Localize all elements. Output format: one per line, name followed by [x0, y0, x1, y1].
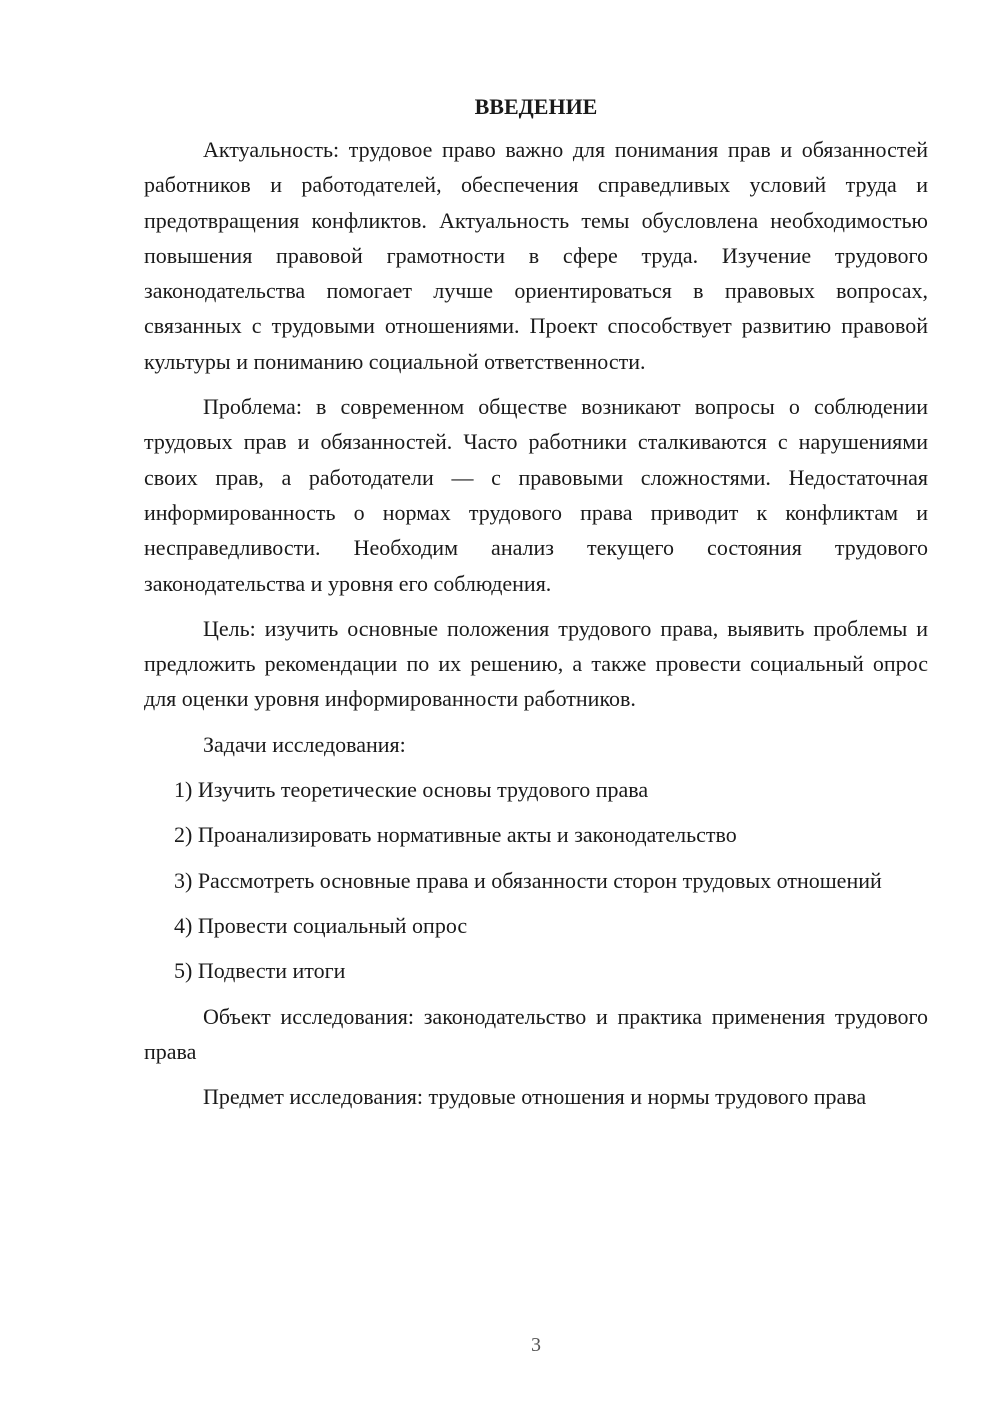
task-item-1: 1) Изучить теоретические основы трудового права	[174, 777, 649, 803]
section-title: ВВЕДЕНИЕ	[474, 94, 598, 119]
page-number: 3	[531, 1334, 541, 1356]
task-item-2: 2) Проанализировать нормативные акты и законодательство	[174, 822, 737, 848]
tasks-heading: Задачи исследования:	[203, 731, 406, 757]
paragraph-object: Объект исследования: законодательство и практика применения трудового права	[144, 1003, 928, 1064]
paragraph-relevance: Актуальность: трудовое право важно для понимания прав и обязанностей работников и работодателей, обеспечения справедливых условий труда и предотвращения конфликтов. Актуальность темы обусловлена необходимостью повышения правовой грамотности в сфере труда. Изучение трудового законодательства помогает лучше ориентироваться в правовых вопросах, связанных с трудовыми отношениями. Проект способствует развитию правовой культуры и пониманию социальной ответственности.	[144, 137, 928, 374]
task-item-5: 5) Подвести итоги	[174, 958, 346, 984]
paragraph-problem: Проблема: в современном обществе возникают вопросы о соблюдении трудовых прав и обязанностей. Часто работники сталкиваются с нарушениями своих прав, а работодатели — с правовыми сложностями. Недостаточная информированность о нормах трудового права приводит к конфликтам и несправедливости. Необходим анализ текущего состояния трудового законодательства и уровня его соблюдения.	[144, 394, 928, 596]
task-item-3: 3) Рассмотреть основные права и обязанности сторон трудовых отношений	[174, 867, 882, 893]
page-body	[144, 92, 928, 1124]
paragraph-goal: Цель: изучить основные положения трудового права, выявить проблемы и предложить рекомендации по их решению, а также провести социальный опрос для оценки уровня информированности работников.	[144, 615, 928, 712]
paragraph-subject: Предмет исследования: трудовые отношения и нормы трудового права	[203, 1084, 867, 1110]
task-item-4: 4) Провести социальный опрос	[174, 912, 468, 938]
